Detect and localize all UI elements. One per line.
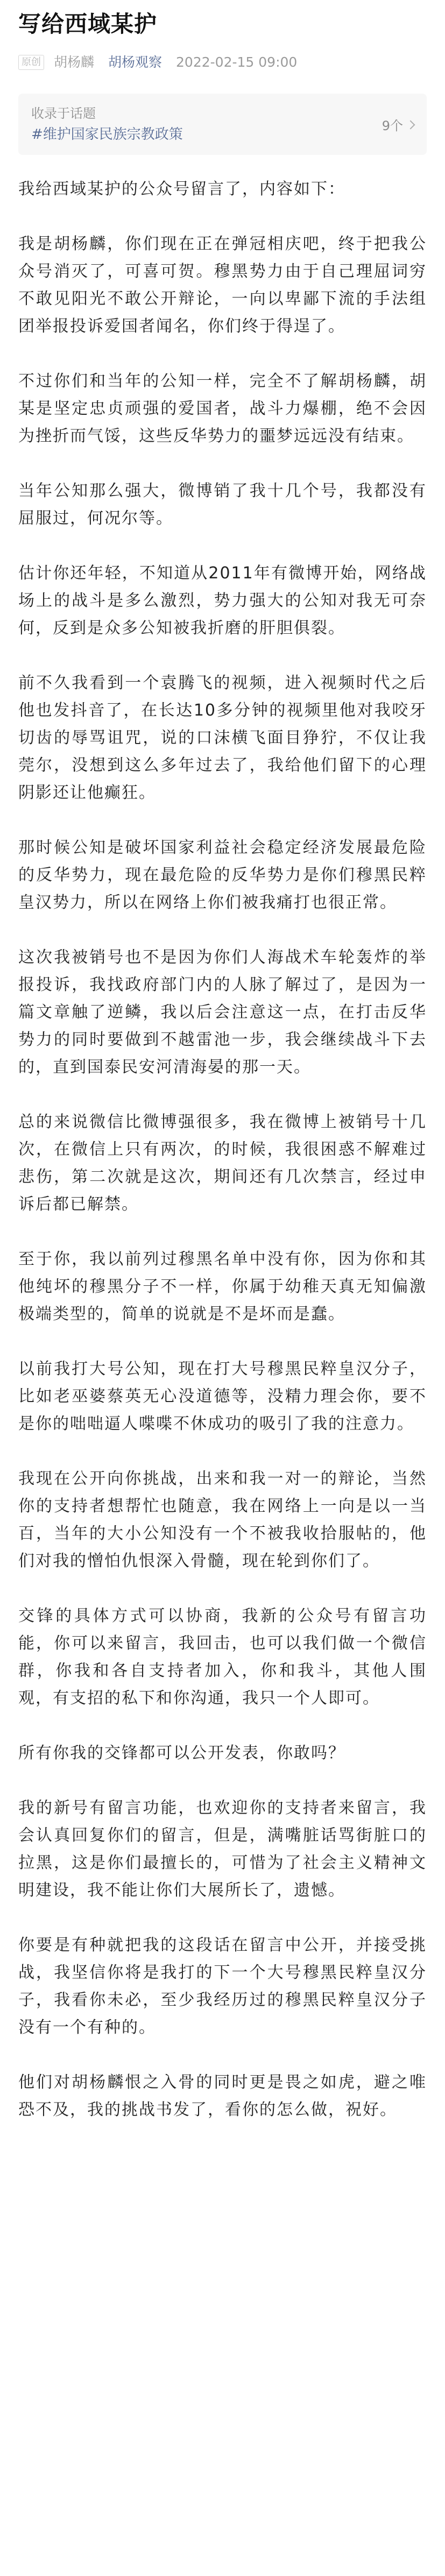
paragraph: 我的新号有留言功能，也欢迎你的支持者来留言，我会认真回复你们的留言，但是，满嘴脏话骂街脏口的拉黑，这是你们最擅长的，可惜为了社会主义精神文明建设，我不能让你们大展所长了，遗憾。 — [18, 1799, 427, 1900]
paragraph: 至于你，我以前列过穆黑名单中没有你，因为你和其他纯坏的穆黑分子不一样，你属于幼稚天真无知偏激极端类型的，简单的说就是不是坏而是蠢。 — [18, 1250, 427, 1324]
paragraph: 他们对胡杨麟恨之入骨的同时更是畏之如虎，避之唯恐不及，我的挑战书发了，看你的怎么做，祝好。 — [18, 2073, 427, 2119]
article-title: 写给西域某护 — [18, 11, 158, 37]
paragraph: 以前我打大号公知，现在打大号穆黑民粹皇汉分子，比如老巫婆蔡英无心没道德等，没精力理会你，要不是你的咄咄逼人喋喋不休成功的吸引了我的注意力。 — [18, 1360, 427, 1433]
paragraph: 你要是有种就把我的这段话在留言中公开，并接受挑战，我坚信你将是我打的下一个大号穆黑民粹皇汉分子，我看你未必，至少我经历过的穆黑民粹皇汉分子没有一个有种的。 — [18, 1936, 427, 2037]
original-tag: 原创 — [18, 55, 44, 70]
paragraph: 我给西域某护的公众号留言了，内容如下： — [18, 180, 345, 199]
topic-label: 收录于话题 — [31, 106, 96, 121]
paragraph: 这次我被销号也不是因为你们人海战术车轮轰炸的举报投诉，我找政府部门内的人脉了解过了，是因为一篇文章触了逆鳞，我以后会注意这一点，在打击反华势力的同时要做到不越雷池一步，我会继续战斗下去的，直到国泰民安河清海晏的那一天。 — [18, 948, 427, 1077]
article-body — [18, 175, 427, 2124]
paragraph: 估计你还年轻，不知道从2011年有微博开始，网络战场上的战斗是多么激烈，势力强大的公知对我无可奈何，反到是众多公知被我折磨的肝胆俱裂。 — [18, 564, 427, 638]
chevron-right-icon — [406, 120, 415, 129]
paragraph: 当年公知那么强大，微博销了我十几个号，我都没有屈服过，何况尔等。 — [18, 482, 427, 528]
paragraph: 我现在公开向你挑战，出来和我一对一的辩论，当然你的支持者想帮忙也随意，我在网络上一向是以一当百，当年的大小公知没有一个不被我收拾服帖的，他们对我的憎怕仇恨深入骨髓，现在轮到你们了。 — [18, 1469, 427, 1570]
paragraph: 总的来说微信比微博强很多，我在微博上被销号十几次，在微信上只有两次，的时候，我很困惑不解难过悲伤，第二次就是这次，期间还有几次禁言，经过申诉后都已解禁。 — [18, 1113, 427, 1214]
publish-date: 2022-02-15 09:00 — [176, 54, 298, 70]
topic-card[interactable] — [18, 94, 427, 155]
paragraph: 不过你们和当年的公知一样，完全不了解胡杨麟，胡某是坚定忠贞顽强的爱国者，战斗力爆棚，绝不会因为挫折而气馁，这些反华势力的噩梦远远没有结束。 — [18, 372, 427, 445]
topic-count[interactable] — [382, 115, 414, 134]
paragraph: 前不久我看到一个袁腾飞的视频，进入视频时代之后他也发抖音了，在长达10多分钟的视频里他对我咬牙切齿的辱骂诅咒，说的口沫横飞面目狰狞，不仅让我莞尔，没想到这么多年过去了，我给他们留下的心理阴影还让他癫狂。 — [18, 674, 427, 802]
topic-count-value: 9个 — [382, 118, 403, 133]
author-name: 胡杨麟 — [54, 54, 95, 70]
paragraph: 交锋的具体方式可以协商，我新的公众号有留言功能，你可以来留言，我回击，也可以我们做一个微信群，你我和各自支持者加入，你和我斗，其他人围观，有支招的私下和你沟通，我只一个人即可。 — [18, 1607, 427, 1708]
paragraph: 所有你我的交锋都可以公开发表，你敢吗？ — [18, 1744, 345, 1763]
article-meta — [18, 53, 427, 72]
account-link[interactable]: 胡杨观察 — [108, 54, 163, 70]
paragraph: 那时候公知是破坏国家利益社会稳定经济发展最危险的反华势力，现在最危险的反华势力是你们穆黑民粹皇汉势力，所以在网络上你们被我痛打也很正常。 — [18, 838, 427, 912]
paragraph: 我是胡杨麟，你们现在正在弹冠相庆吧，终于把我公众号消灭了，可喜可贺。穆黑势力由于自己理屈词穷不敢见阳光不敢公开辩论，一向以卑鄙下流的手法组团举报投诉爱国者闻名，你们终于得逞了。 — [18, 235, 427, 336]
topic-name[interactable]: #维护国家民族宗教政策 — [31, 126, 183, 143]
